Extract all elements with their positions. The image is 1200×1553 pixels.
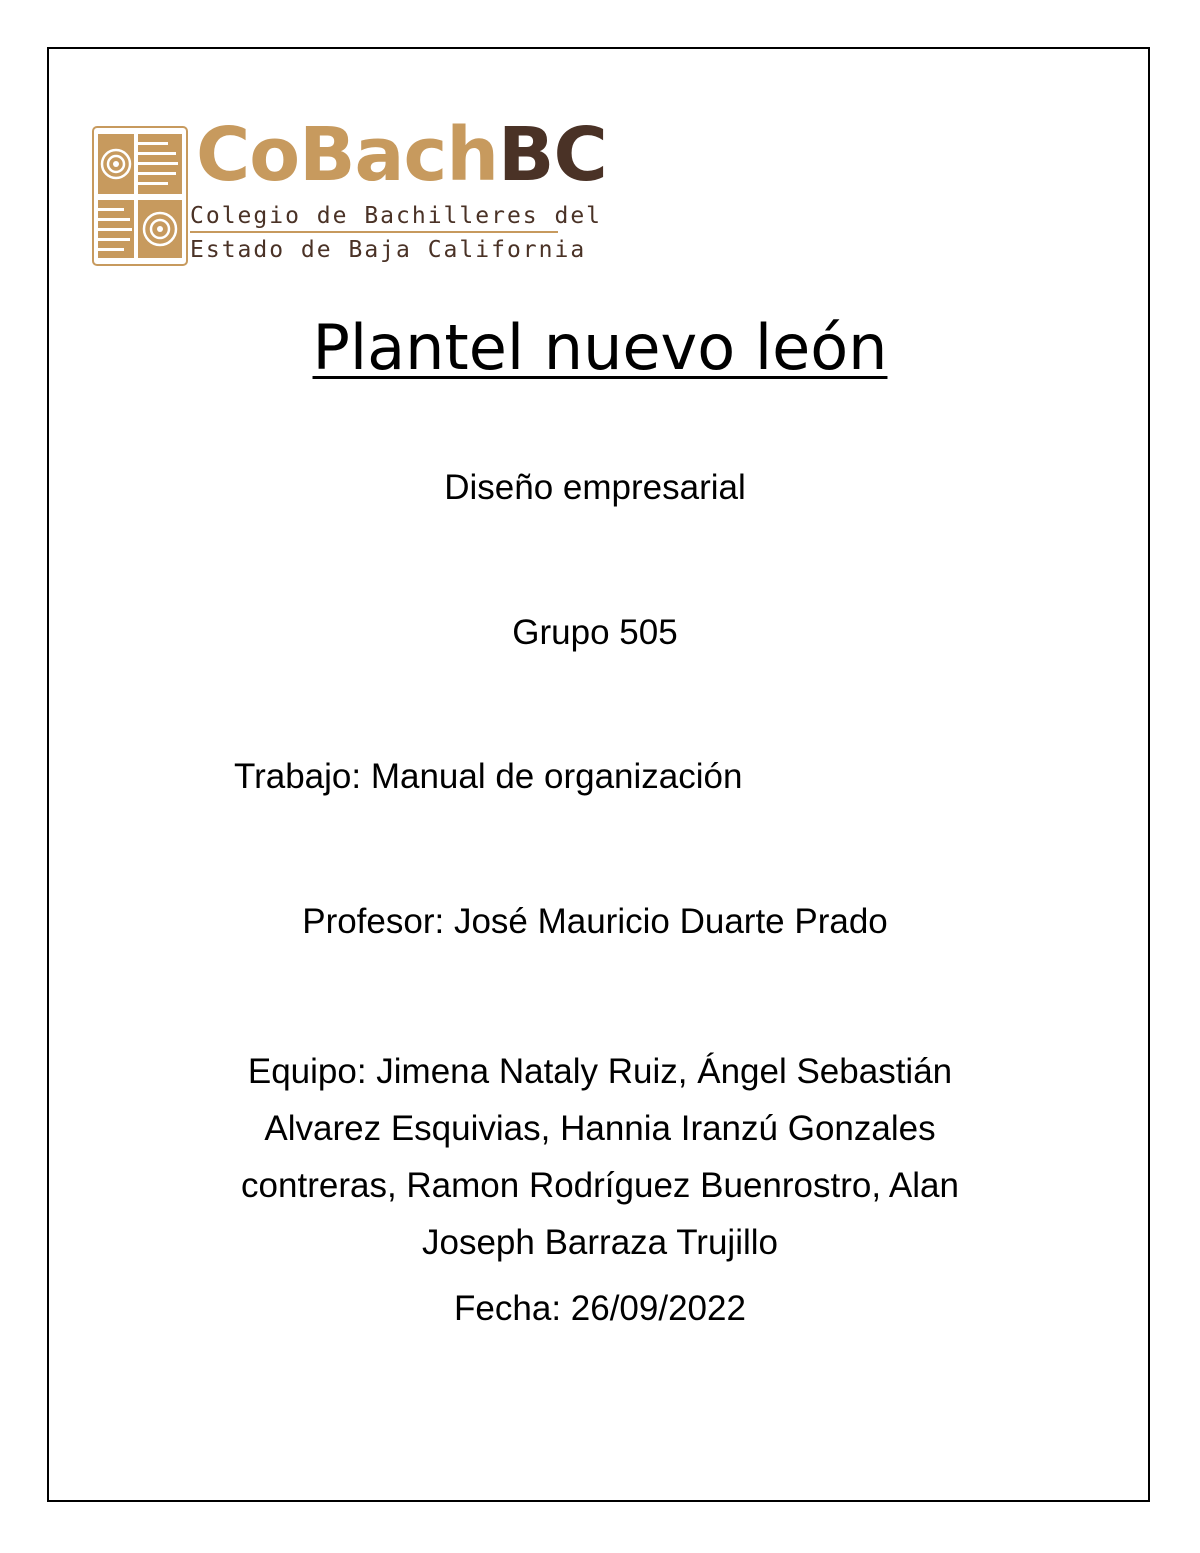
cobach-emblem-icon (92, 126, 188, 266)
teacher-name: Profesor: José Mauricio Duarte Prado (302, 902, 888, 941)
logo-subtitle-line-2: Estado de Baja California (190, 237, 587, 263)
team-line: contreras, Ramon Rodríguez Buenrostro, Alan (241, 1166, 959, 1205)
logo-wordmark (196, 112, 607, 198)
team-members (190, 1043, 1010, 1271)
subject-name: Diseño empresarial (444, 468, 746, 507)
document-title (0, 306, 1200, 390)
logo-wordmark-cobach: CoBach (196, 112, 499, 198)
group-number: Grupo 505 (512, 613, 678, 652)
logo-wordmark-bc: BC (498, 112, 607, 198)
logo-subtitle-line-1: Colegio de Bachilleres del (190, 203, 603, 229)
team-line: Alvarez Esquivias, Hannia Iranzú Gonzales (264, 1109, 936, 1148)
cobachbc-logo (92, 112, 607, 268)
team-line: Equipo: Jimena Nataly Ruiz, Ángel Sebastián (247, 1052, 953, 1091)
work-title: Trabajo: Manual de organización (234, 757, 743, 796)
document-title-text: Plantel nuevo león (312, 311, 888, 384)
logo-divider (190, 231, 558, 233)
document-date: Fecha: 26/09/2022 (454, 1289, 746, 1328)
team-line: Joseph Barraza Trujillo (422, 1223, 778, 1262)
